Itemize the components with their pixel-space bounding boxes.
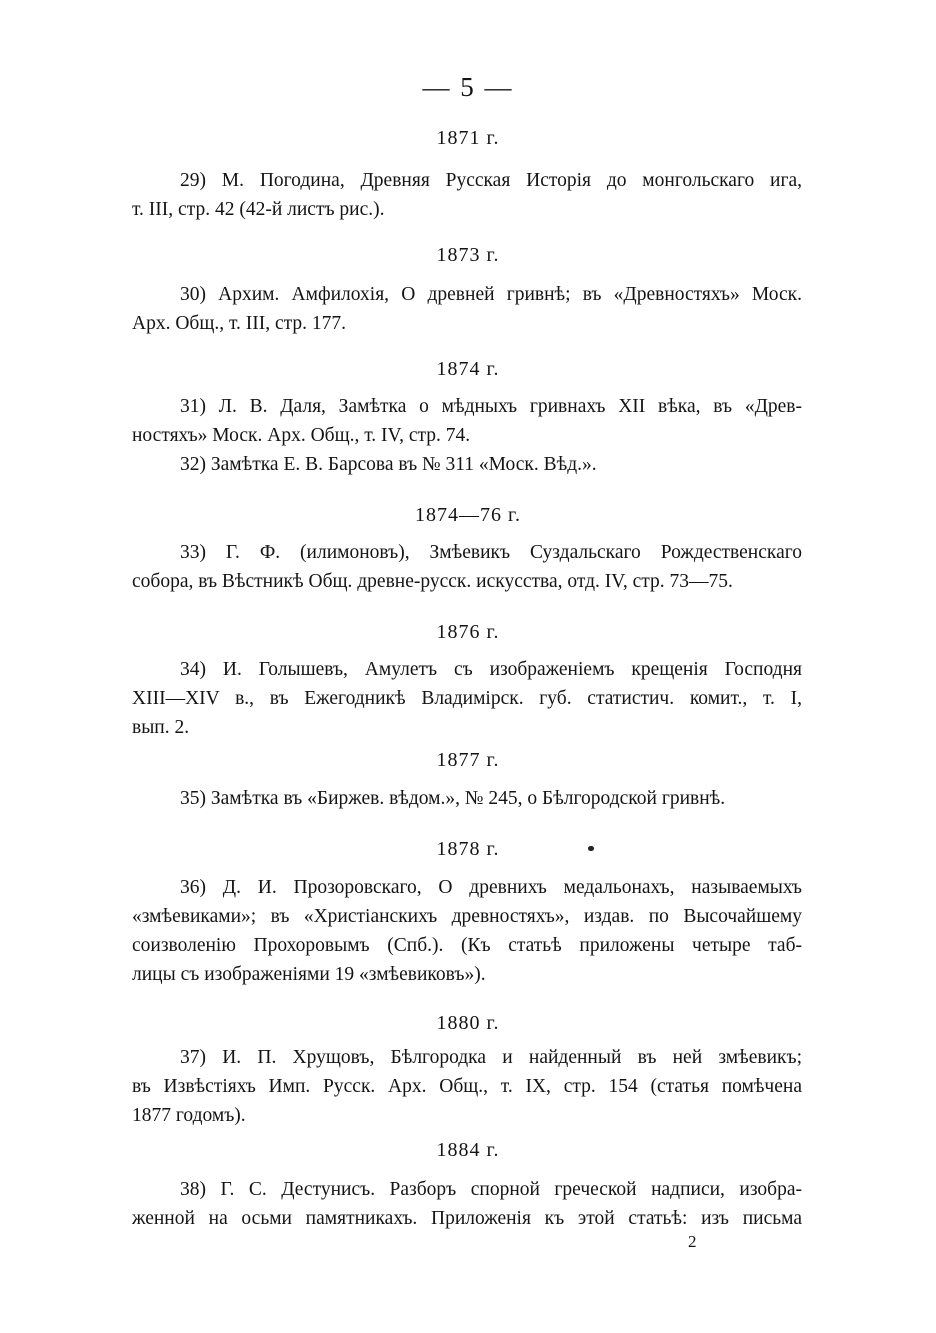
entry-line: т. III, стр. 42 (42-й листъ рис.).	[132, 199, 385, 220]
bibliography-entry-36	[132, 873, 802, 989]
year-heading-1877: 1877 г.	[436, 749, 500, 771]
year-heading-1871: 1871 г.	[436, 127, 500, 149]
year-heading-1874-76: 1874—76 г.	[415, 504, 521, 526]
printer-signature-mark: 2	[688, 1232, 697, 1251]
year-heading-1878: 1878 г.	[436, 838, 500, 860]
year-heading-1873: 1873 г.	[436, 244, 500, 266]
bibliography-entry-33	[132, 538, 802, 596]
entry-line: 33) Г. Ф. (илимоновъ), Змѣевикъ Суздальскаго Рождественскаго	[180, 542, 802, 563]
entry-line: Арх. Общ., т. III, стр. 177.	[132, 313, 347, 334]
entry-line: собора, въ Вѣстникѣ Общ. древне-русск. искусства, отд. IV, стр. 73—75.	[132, 571, 733, 592]
entry-line: «змѣевиками»; въ «Христіанскихъ древностяхъ», издав. по Высочайшему	[132, 906, 802, 927]
bibliography-entry-32	[132, 450, 802, 479]
entry-line: въ Извѣстіяхъ Имп. Русск. Арх. Общ., т. IX, стр. 154 (статья помѣчена	[132, 1076, 802, 1097]
entry-line: соизволенію Прохоровымъ (Спб.). (Къ статьѣ приложены четыре таб-	[132, 935, 802, 956]
bibliography-entry-30	[132, 280, 802, 338]
entry-line: 36) Д. И. Прозоровскаго, О древнихъ медальонахъ, называемыхъ	[180, 877, 802, 898]
ink-speck	[588, 846, 594, 851]
bibliography-entry-29	[132, 166, 802, 224]
entry-line: 1877 годомъ).	[132, 1105, 246, 1126]
year-heading-1876: 1876 г.	[436, 621, 500, 643]
bibliography-entry-31	[132, 392, 802, 450]
year-heading-1880: 1880 г.	[436, 1012, 500, 1034]
year-heading-1874: 1874 г.	[436, 358, 500, 380]
entry-line: 30) Архим. Амфилохія, О древней гривнѣ; въ «Древностяхъ» Моск.	[180, 284, 802, 305]
entry-line: 32) Замѣтка Е. В. Барсова въ № 311 «Моск. Вѣд.».	[180, 454, 597, 475]
entry-line: 35) Замѣтка въ «Биржев. вѣдом.», № 245, о Бѣлгородской гривнѣ.	[180, 788, 726, 809]
entry-line: женной на осьми памятникахъ. Приложенія къ этой статьѣ: изъ письма	[132, 1208, 802, 1229]
entry-line: 29) М. Погодина, Древняя Русская Исторія до монгольскаго ига,	[180, 170, 802, 191]
entry-line: вып. 2.	[132, 717, 190, 738]
entry-line: лицы съ изображеніями 19 «змѣевиковъ»).	[132, 964, 486, 985]
entry-line: XIII—XIV в., въ Ежегодникѣ Владимірск. губ. статистич. комит., т. I,	[132, 688, 802, 709]
bibliography-entry-35	[132, 784, 802, 813]
bibliography-entry-34	[132, 655, 802, 742]
bibliography-entry-38	[132, 1175, 802, 1233]
entry-line: 38) Г. С. Дестунисъ. Разборъ спорной греческой надписи, изобра-	[180, 1179, 802, 1200]
bibliography-entry-37	[132, 1043, 802, 1130]
entry-line: 37) И. П. Хрущовъ, Бѣлгородка и найденный въ ней змѣевикъ;	[180, 1047, 802, 1068]
entry-line: 34) И. Голышевъ, Амулетъ съ изображеніемъ крещенія Господня	[180, 659, 802, 680]
entry-line: 31) Л. В. Даля, Замѣтка о мѣдныхъ гривнахъ XII вѣка, въ «Древ-	[180, 396, 802, 417]
entry-line: ностяхъ» Моск. Арх. Общ., т. IV, стр. 74.	[132, 425, 471, 446]
page-number: — 5 —	[422, 72, 514, 102]
year-heading-1884: 1884 г.	[436, 1139, 500, 1161]
